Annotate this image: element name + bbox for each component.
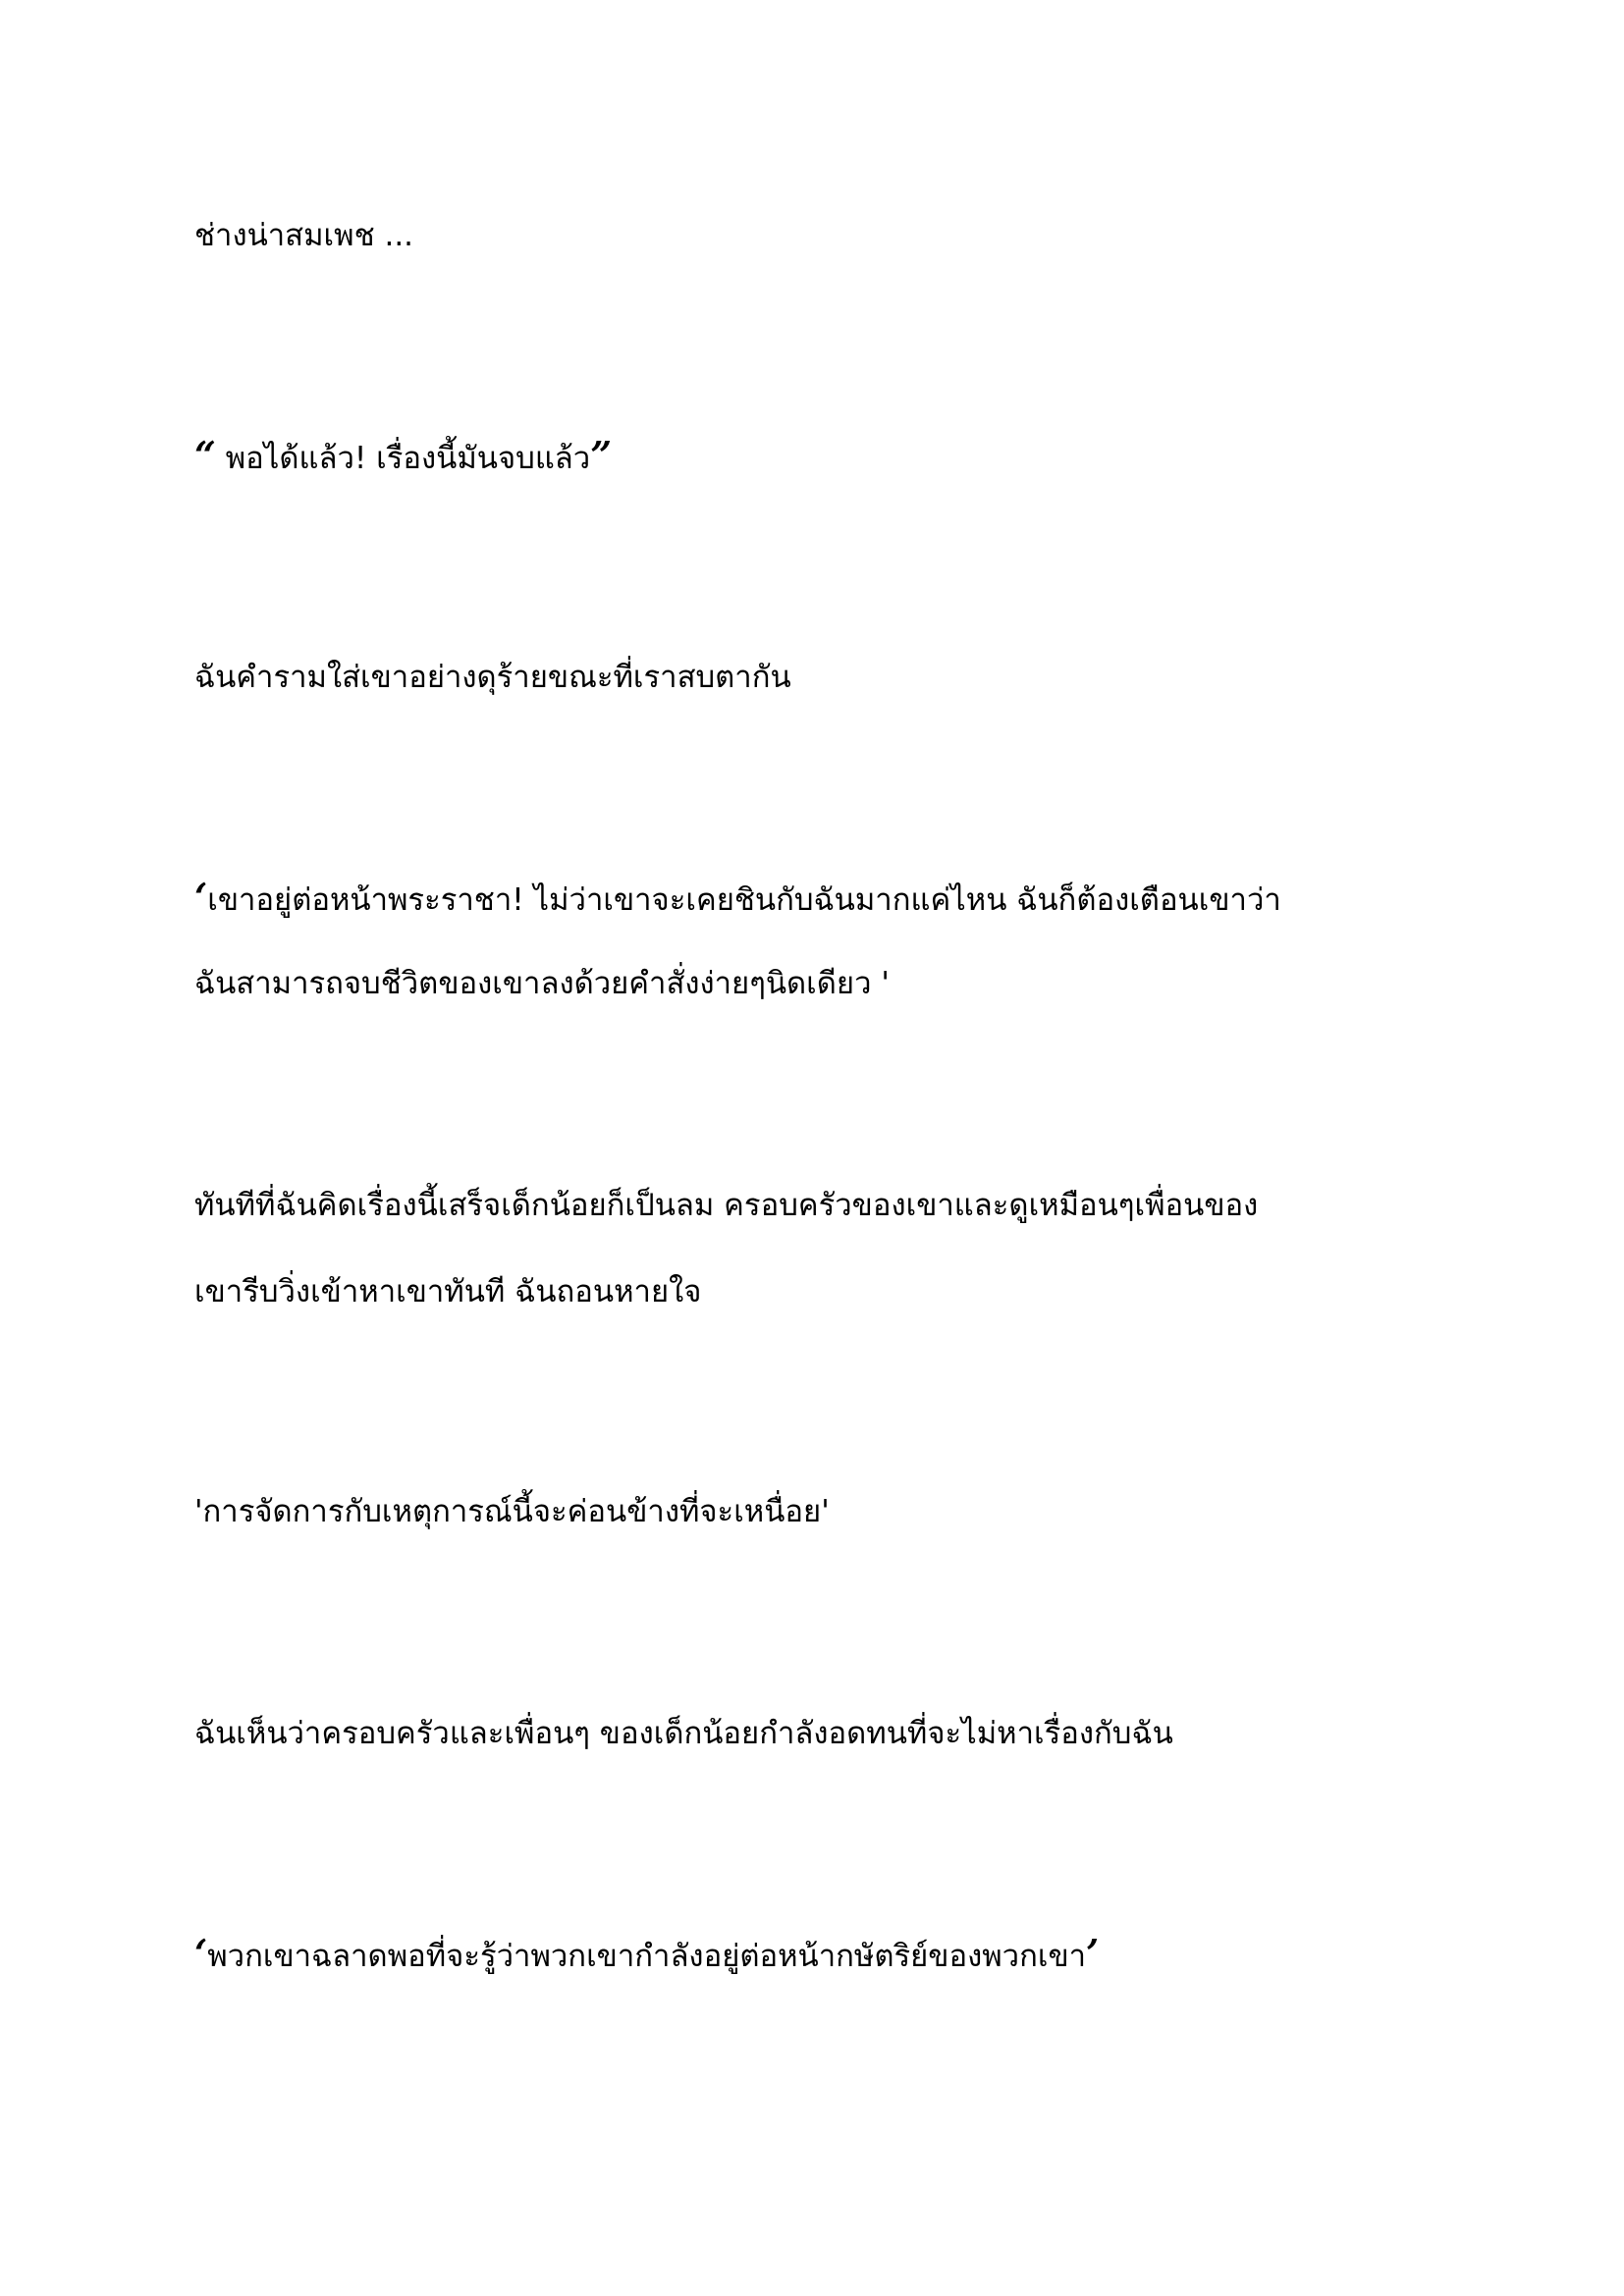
open-quote: ‘ [194, 875, 208, 919]
narration-line [194, 1184, 1258, 1227]
line-text: ช่างน่าสมเพช ... [194, 218, 414, 253]
close-quote: ” [590, 433, 613, 477]
line-text: 'การจัดการกับเหตุการณ์นี้จะค่อนข้างที่จะเหนื่อย' [194, 1494, 830, 1529]
line-text: ทันทีที่ฉันคิดเรื่องนี้เสร็จเด็กน้อยก็เป็นลม ครอบครัวของเขาและดูเหมือนๆเพื่อนของ [194, 1188, 1259, 1223]
narration-line [194, 1712, 1173, 1755]
dialogue-line [194, 434, 612, 480]
line-text: เขารีบวิ่งเข้าหาเขาทันที ฉันถอนหายใจ [194, 1274, 702, 1309]
line-text: ฉันสามารถจบชีวิตของเขาลงด้วยคำสั่งง่ายๆนิดเดียว ' [194, 966, 890, 1001]
narration-line [194, 656, 791, 699]
line-text: เขาอยู่ต่อหน้าพระราชา! ไม่ว่าเขาจะเคยชินกับฉันมากแค่ไหน ฉันก็ต้องเตือนเขาว่า [207, 882, 1281, 918]
narration-line [194, 1270, 701, 1313]
line-text: ฉันเห็นว่าครอบครัวและเพื่อนๆ ของเด็กน้อยกำลังอดทนที่จะไม่หาเรื่องกับฉัน [194, 1716, 1173, 1751]
thought-line [194, 1490, 830, 1533]
thought-line [194, 1932, 1099, 1978]
narration-line [194, 214, 413, 257]
line-text: พวกเขาฉลาดพอที่จะรู้ว่าพวกเขากำลังอยู่ต่อหน้ากษัตริย์ของพวกเขา [207, 1939, 1087, 1974]
open-quote: ‘ [194, 1931, 208, 1975]
line-text: พอได้แล้ว! เรื่องนี้มันจบแล้ว [215, 441, 591, 476]
thought-line [194, 962, 890, 1005]
open-quote: “ [194, 433, 216, 477]
thought-line [194, 876, 1281, 922]
close-quote: ’ [1086, 1931, 1100, 1975]
line-text: ฉันคำรามใส่เขาอย่างดุร้ายขณะที่เราสบตากัน [194, 660, 791, 695]
